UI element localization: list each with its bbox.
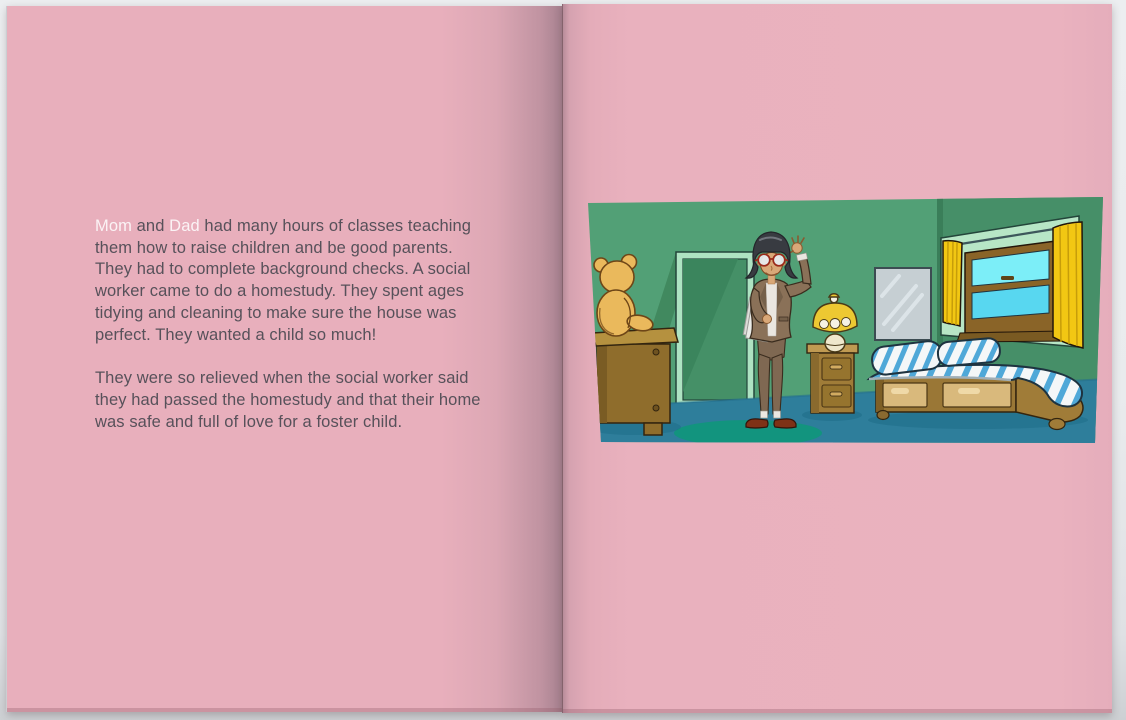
highlight-mom: Mom [95, 217, 132, 235]
story-line-segment: and [131, 217, 170, 235]
mirror [875, 268, 931, 340]
story-paragraph-1 [95, 216, 481, 346]
story-line: was safe and full of love for a foster child. [95, 412, 403, 431]
left-page [7, 6, 563, 712]
door-frame [676, 252, 754, 407]
story-line: They had to complete background checks. A social [95, 260, 471, 279]
bedroom-illustration-svg [586, 196, 1105, 446]
shirt [766, 283, 777, 336]
story-line: perfect. They wanted a child so much! [95, 325, 377, 344]
dresser [592, 328, 678, 435]
highlight-dad: Dad [169, 217, 200, 235]
story-line: They were so relieved when the social worker said [95, 369, 469, 388]
story-line: tidying and cleaning to make sure the house was [95, 303, 457, 322]
story-line: they had passed the homestudy and that their home [95, 390, 481, 409]
story-line-segment: had many hours of classes teaching [199, 217, 472, 235]
nightstand [807, 344, 858, 413]
story-paragraph-2 [95, 368, 481, 433]
bedroom-illustration [586, 196, 1105, 446]
right-page [563, 4, 1112, 713]
story-text [95, 216, 481, 433]
story-line [95, 216, 481, 238]
story-line: them how to raise children and be good parents. [95, 238, 453, 257]
story-line: worker came to do a homestudy. They spent ages [95, 282, 465, 301]
